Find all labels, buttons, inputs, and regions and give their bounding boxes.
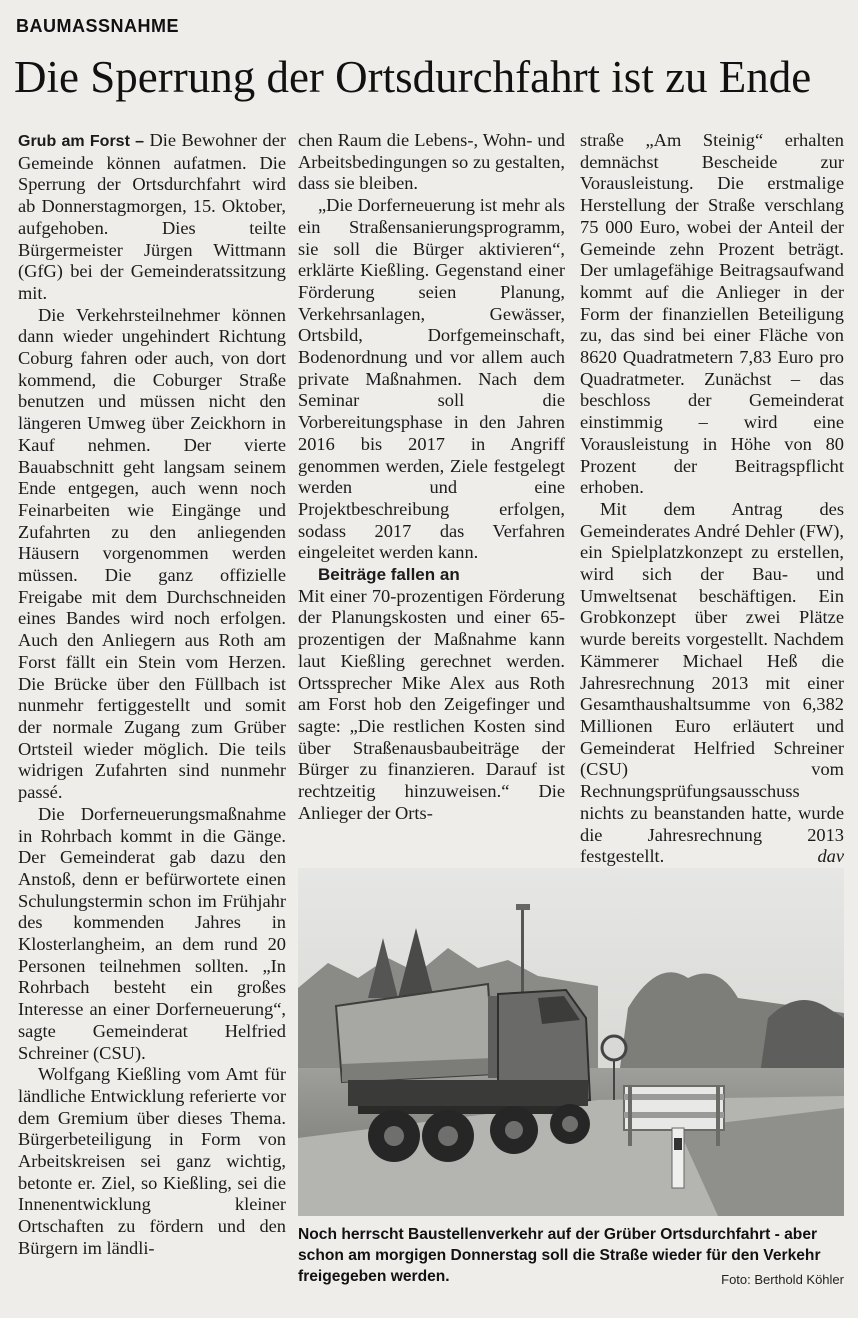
paragraph: straße „Am Steinig“ erhalten demnächst Bescheide zur Vorausleistung. Die erstmalige Herstellung der Straße verschlang 75 000 Euro, wobei der Anteil der Gemeinde zehn Prozent beträgt. Der umlagefähige Beitragsaufwand kommt auf die Anlieger in der Form der finanziellen Beteiligung zu, das sind bei einer Fläche von 8620 Quadratmetern 7,83 Euro pro Quadratmeter. Zunächst – das beschloss der Gemeinderat einstimmig – wird eine Vorausleistung in Höhe von 80 Prozent der Beitragspflicht erhoben. (580, 130, 844, 498)
article-photo (298, 868, 844, 1216)
author-initials: dav (817, 846, 844, 867)
paragraph-text: Die Bewohner der Gemeinde können aufatmen. Die Sperrung der Ortsdurchfahrt wird ab Donnerstagmorgen, 15. Oktober, aufgehoben. Dies teilte Bürgermeister Jürgen Wittmann (GfG) bei der Gemeinderatssitzung mit. (18, 130, 286, 303)
column-1 (18, 130, 286, 1260)
photo-caption: Noch herrscht Baustellenverkehr auf der Grüber Ortsdurchfahrt - aber schon am morgigen Donnerstag soll die Straße wieder für den Verkehr freigegeben werden. (298, 1226, 821, 1285)
paragraph (580, 499, 844, 868)
headline: Die Sperrung der Ortsdurchfahrt ist zu Ende (14, 52, 812, 102)
subheading: Beiträge fallen an (318, 565, 460, 585)
column-3 (580, 130, 844, 868)
construction-truck-photo (298, 868, 844, 1216)
paragraph: „Die Dorferneuerung ist mehr als ein Straßensanierungsprogramm, sie soll die Bürger aktivieren“, erklärte Kießling. Gegenstand einer Förderung seien Planung, Verkehrsanlagen, Gewässer, Ortsbild, Dorfgemeinschaft, Bodenordnung und vor allem auch private Maßnahmen. Nach dem Seminar soll die Vorbereitungsphase in den Jahren 2016 bis 2017 in Angriff genommen werden, Ziele festgelegt werden und eine Projektbeschreibung erfolgen, sodass 2017 das Verfahren eingeleitet werden kann. (298, 195, 565, 563)
kicker: BAUMASSNAHME (16, 16, 179, 36)
paragraph: chen Raum die Lebens-, Wohn- und Arbeitsbedingungen so zu gestalten, dass sie bleiben. (298, 130, 565, 194)
paragraph: Die Dorferneuerungsmaßnahme in Rohrbach kommt in die Gänge. Der Gemeinderat gab dazu den Anstoß, denn er befürwortete einen Schulungstermin schon im Frühjahr des kommenden Jahres in Klosterlangheim, an dem rund 20 Personen teilnehmen sollten. „In Rohrbach besteht ein großes Interesse an einer Dorferneuerung“, sagte Gemeinderat Helfried Schreiner (CSU). (18, 803, 286, 1063)
paragraph: Wolfgang Kießling vom Amt für ländliche Entwicklung referierte vor dem Gremium über dieses Thema. Bürgerbeteiligung in Form von Arbeitskreisen sei ganz wichtig, betonte er. Ziel, so Kießling, sei die Innenentwicklung kleiner Ortschaften zu fördern und den Bürgern im ländli- (18, 1064, 286, 1258)
paragraph: Die Verkehrsteilnehmer können dann wieder ungehindert Richtung Coburg fahren oder auch, von dort kommend, die Coburger Straße benutzen und müssen nicht den längeren Umweg über Zeickhorn in Kauf nehmen. Der vierte Bauabschnitt geht langsam seinem Ende entgegen, auch wenn noch Feinarbeiten wie Eingänge und Zufahrten zu den anliegenden Häusern vorgenommen werden müssen. Die ganz offizielle Freigabe mit dem Durchschneiden eines Bandes wird noch erfolgen. Auch den Anliegern aus Roth am Forst fällt ein Stein vom Herzen. Die Brücke über den Füllbach ist nunmehr fertiggestellt und somit der normale Zugang zum Grüber Ortsteil wieder möglich. Die teils widrigen Zufahrten sind nunmehr passé. (18, 304, 286, 803)
dateline: Grub am Forst – (18, 133, 145, 150)
photo-credit: Foto: Berthold Köhler (721, 1272, 844, 1287)
column-2 (298, 130, 565, 825)
paragraph: Mit einer 70-prozentigen Förderung der Planungskosten und einer 65-prozentigen der Maßnahme kann laut Kießling gerechnet werden. Ortssprecher Mike Alex aus Roth am Forst hob den Zeigefinger und sagte: „Die restlichen Kosten sind über Straßenausbaubeiträge der Bürger zu finanzieren. Darauf ist rechtzeitig hinzuweisen.“ Die Anlieger der Orts- (298, 585, 565, 823)
paragraph-text: Mit dem Antrag des Gemeinderates André Dehler (FW), ein Spielplatzkonzept zu erstellen, wird sich der Bau- und Umweltsenat beschäftigen. Ein Grobkonzept über zwei Plätze wurde bereits vorgestellt. Nachdem Kämmerer Michael Heß die Jahresrechnung 2013 mit einer Gesamthaushaltsumme von 6,382 Millionen Euro erläutert und Gemeinderat Helfried Schreiner (CSU) vom Rechnungsprüfungsausschuss nichts zu beanstanden hatte, wurde die Jahresrechnung 2013 festgestellt. (580, 498, 844, 867)
paragraph (18, 130, 286, 305)
